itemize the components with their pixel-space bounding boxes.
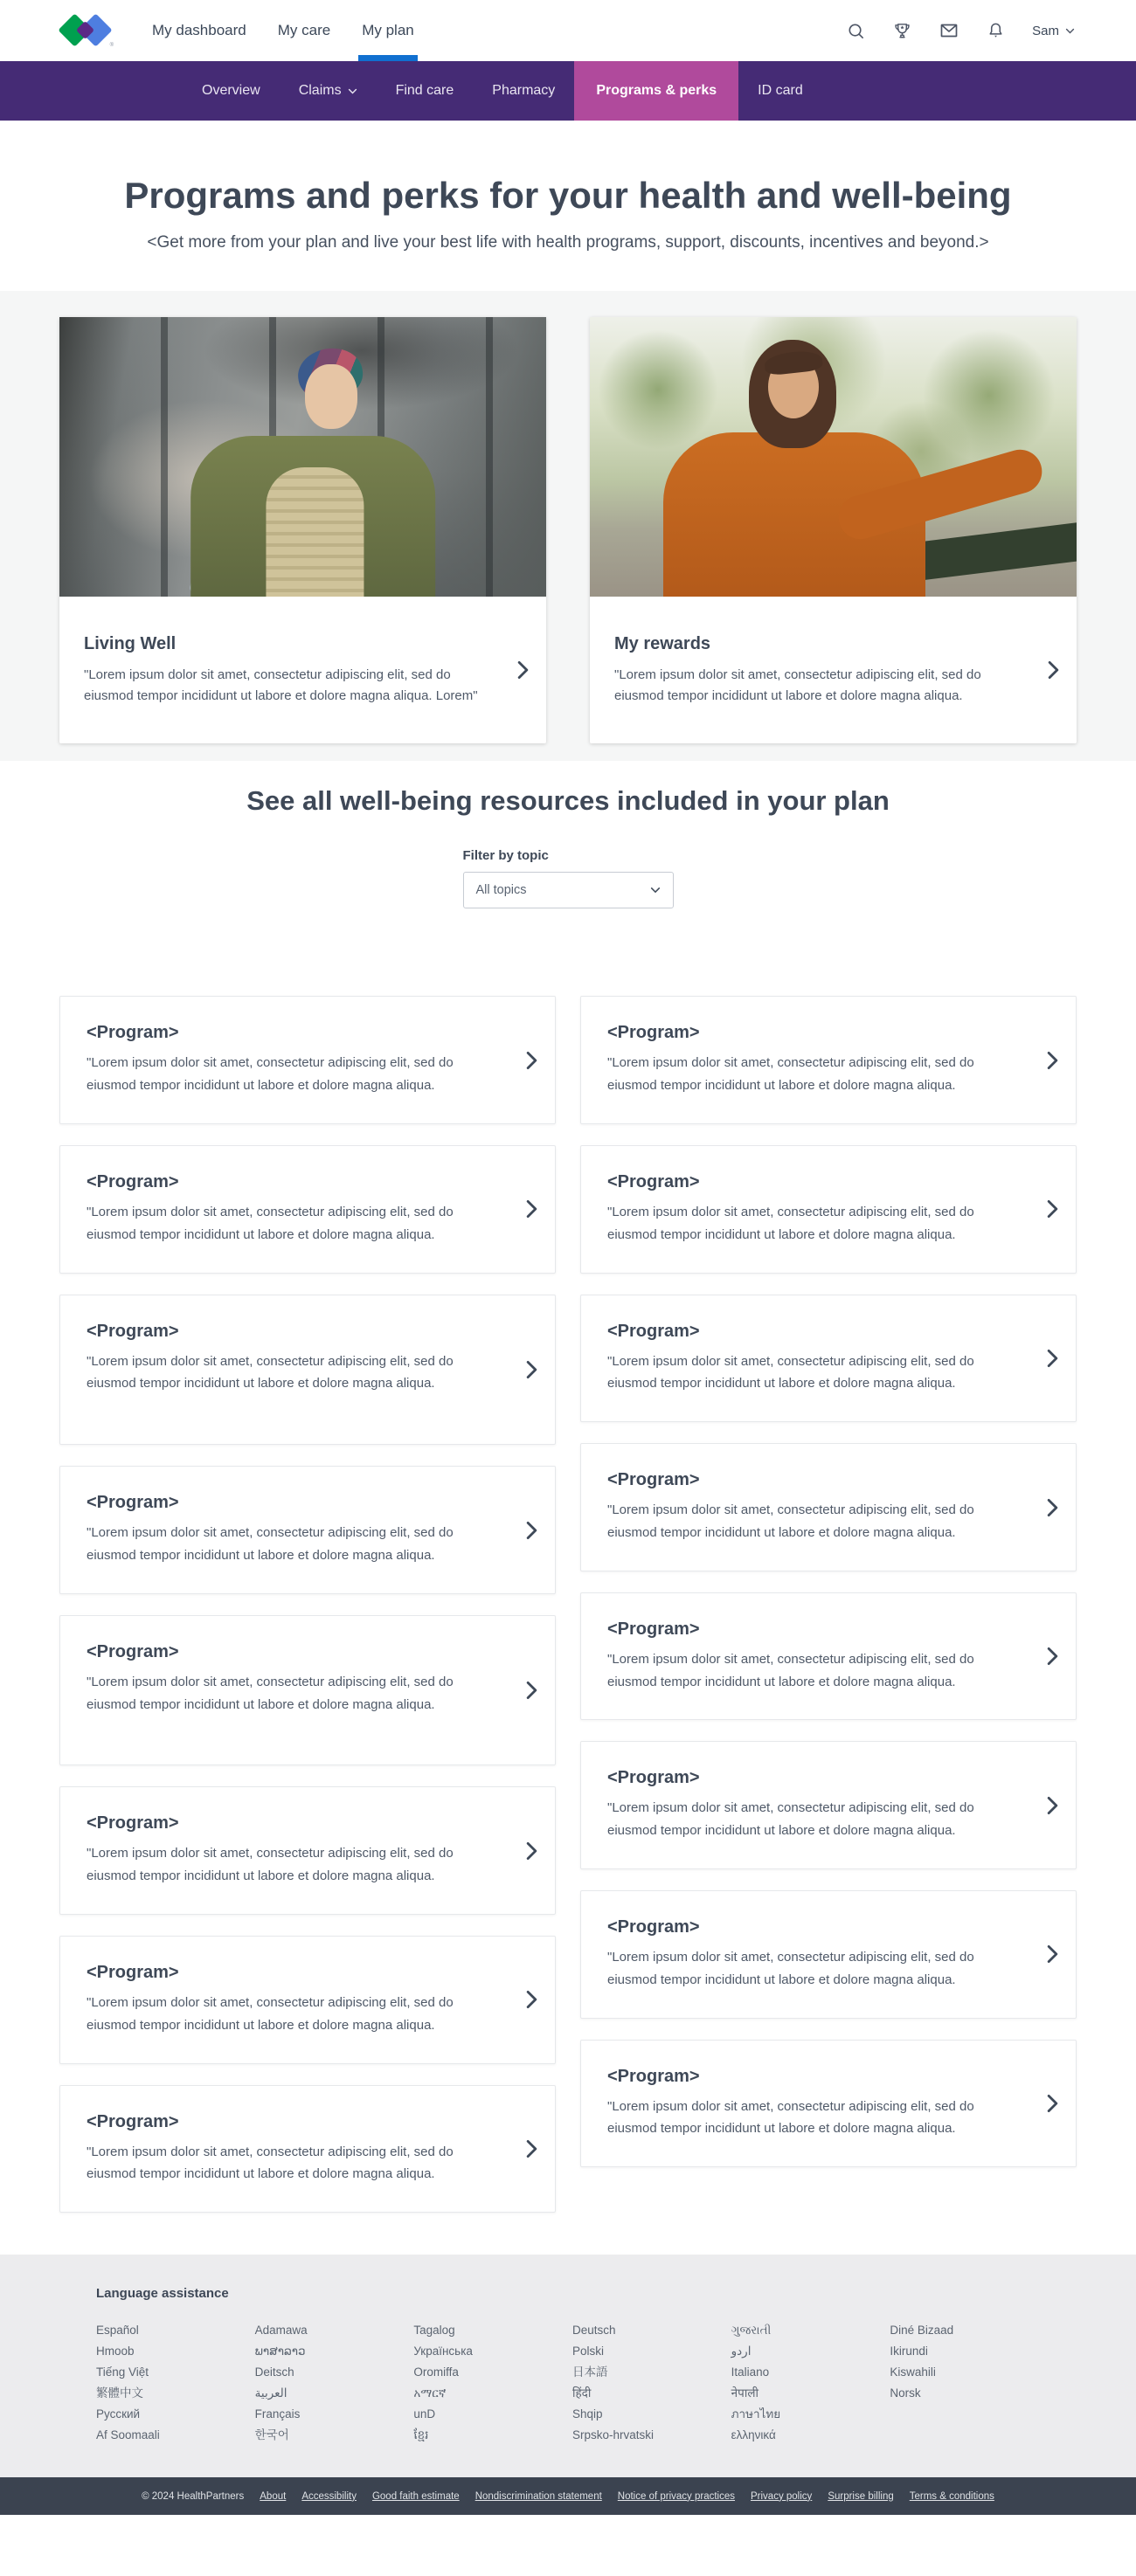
program-card[interactable] — [59, 1145, 556, 1274]
language-link[interactable]: Srpsko-hrvatski — [572, 2428, 655, 2442]
program-card-title: <Program> — [607, 1917, 700, 1937]
program-card-body: "Lorem ipsum dolor sit amet, consectetur adipiscing elit, sed do eiusmod tempor incididunt ut labore et dolore magna aliqua. — [87, 1846, 454, 1884]
program-card-body: "Lorem ipsum dolor sit amet, consectetur adipiscing elit, sed do eiusmod tempor incididunt ut labore et dolore magna aliqua. — [87, 1055, 454, 1094]
program-card[interactable] — [59, 1295, 556, 1446]
program-card-body: "Lorem ipsum dolor sit amet, consectetur adipiscing elit, sed do eiusmod tempor incididunt ut labore et dolore magna aliqua. — [607, 2098, 974, 2137]
program-card-body: "Lorem ipsum dolor sit amet, consectetur adipiscing elit, sed do eiusmod tempor incididunt ut labore et dolore magna aliqua. — [87, 1674, 454, 1712]
subnav-item-claims[interactable] — [280, 61, 377, 121]
language-assistance-section — [0, 2255, 1136, 2477]
plan-subnav — [0, 61, 1136, 121]
program-card-title: <Program> — [87, 1493, 179, 1513]
photo-shape — [305, 364, 357, 429]
program-card-title: <Program> — [87, 1813, 179, 1834]
photo-shape — [266, 467, 364, 597]
program-card[interactable] — [580, 1295, 1077, 1423]
language-link[interactable]: unD — [413, 2407, 436, 2421]
program-card-title: <Program> — [87, 2111, 179, 2131]
language-link[interactable]: Af Soomaali — [96, 2428, 160, 2442]
user-menu[interactable] — [1032, 24, 1075, 38]
program-card-body: "Lorem ipsum dolor sit amet, consectetur adipiscing elit, sed do eiusmod tempor incididunt ut labore et dolore magna aliqua. — [607, 1950, 974, 1987]
footer-link-good-faith-estimate[interactable]: Good faith estimate — [371, 2490, 460, 2502]
program-card-body: "Lorem ipsum dolor sit amet, consectetur adipiscing elit, sed do eiusmod tempor incididunt ut labore et dolore magna aliqua. — [87, 1205, 454, 1242]
language-link[interactable]: Русский — [96, 2407, 141, 2421]
living-well-card[interactable] — [59, 317, 546, 743]
subnav-item-label: Overview — [202, 83, 260, 98]
program-card-body: "Lorem ipsum dolor sit amet, consectetur adipiscing elit, sed do eiusmod tempor incididunt ut labore et dolore magna aliqua. — [87, 1353, 454, 1392]
program-grid-left-column — [59, 996, 556, 2213]
chevron-right-icon[interactable] — [526, 2139, 537, 2158]
hero-card-title: Living Well — [84, 633, 177, 653]
chevron-right-icon[interactable] — [517, 660, 529, 680]
footer — [0, 2477, 1136, 2515]
footer-link-accessibility[interactable]: Accessibility — [301, 2490, 357, 2502]
program-card[interactable] — [59, 2085, 556, 2213]
language-link[interactable]: Shqip — [572, 2407, 603, 2421]
chevron-right-icon[interactable] — [1047, 2094, 1058, 2113]
living-well-photo — [59, 317, 546, 597]
footer-link-about[interactable]: About — [260, 2490, 287, 2502]
chevron-right-icon[interactable] — [1047, 1498, 1058, 1517]
language-link[interactable]: አማርኛ — [413, 2386, 447, 2400]
program-card[interactable] — [580, 1592, 1077, 1721]
program-card[interactable] — [580, 1741, 1077, 1869]
program-card-body: "Lorem ipsum dolor sit amet, consectetur adipiscing elit, sed do eiusmod tempor incididunt ut labore et dolore magna aliqua. — [607, 1205, 974, 1242]
subnav-item-programs-perks[interactable] — [574, 61, 738, 121]
language-link[interactable]: Deutsch — [572, 2324, 616, 2338]
program-card-title: <Program> — [607, 2066, 700, 2086]
language-link[interactable]: Italiano — [731, 2365, 770, 2379]
chevron-right-icon[interactable] — [526, 1199, 537, 1219]
header-actions — [846, 0, 1075, 61]
hero-card-title: My rewards — [614, 633, 711, 653]
program-card-title: <Program> — [87, 1023, 179, 1043]
language-link[interactable]: Español — [96, 2324, 139, 2338]
chevron-down-icon — [1065, 28, 1075, 34]
chevron-right-icon[interactable] — [526, 1360, 537, 1379]
program-grid-right-column — [580, 996, 1077, 2167]
program-card-body: "Lorem ipsum dolor sit amet, consectetur adipiscing elit, sed do eiusmod tempor incididunt ut labore et dolore magna aliqua. — [87, 1525, 454, 1564]
program-card[interactable] — [59, 1615, 556, 1766]
user-name: Sam — [1032, 23, 1059, 38]
language-link[interactable]: Tiếng Việt — [96, 2365, 149, 2379]
chevron-right-icon[interactable] — [1047, 1349, 1058, 1368]
language-link[interactable]: ગુજરાતી — [731, 2324, 772, 2338]
subnav-item-label: Programs & perks — [596, 83, 717, 98]
chevron-right-icon[interactable] — [526, 1521, 537, 1540]
page-subtitle: <Get more from your plan and live your best life with health programs, support, discounts, incentives and beyond.> — [147, 233, 989, 252]
healthpartners-logo[interactable] — [61, 11, 114, 50]
chevron-right-icon[interactable] — [526, 1051, 537, 1070]
logo-registered-mark: ® — [109, 43, 114, 48]
living-well-card-body — [59, 597, 546, 743]
chevron-right-icon[interactable] — [1048, 660, 1059, 680]
chevron-right-icon[interactable] — [526, 1990, 537, 2009]
footer-link-notice-of-privacy-practices[interactable]: Notice of privacy practices — [617, 2490, 735, 2502]
language-link[interactable]: Українська — [413, 2345, 473, 2358]
chevron-right-icon[interactable] — [1047, 1944, 1058, 1964]
footer-links — [260, 2491, 994, 2502]
my-rewards-card[interactable] — [590, 317, 1077, 743]
program-card-body: "Lorem ipsum dolor sit amet, consectetur adipiscing elit, sed do eiusmod tempor incididunt ut labore et dolore magna aliqua. — [87, 2144, 454, 2182]
program-card[interactable] — [59, 1786, 556, 1915]
program-card-title: <Program> — [607, 1023, 700, 1043]
language-link[interactable]: 한국어 — [254, 2428, 289, 2442]
filter-label: Filter by topic — [462, 848, 549, 864]
program-card-title: <Program> — [87, 1963, 179, 1982]
program-card-title: <Program> — [607, 1172, 700, 1192]
footer-link-terms-conditions[interactable]: Terms & conditions — [909, 2490, 994, 2502]
program-card[interactable] — [59, 1936, 556, 2064]
language-assistance-heading: Language assistance — [96, 2286, 229, 2302]
topic-select-value: All topics — [475, 883, 527, 898]
chevron-right-icon[interactable] — [526, 1841, 537, 1861]
language-link[interactable]: Hmoob — [96, 2345, 135, 2358]
language-link[interactable]: Polski — [572, 2345, 605, 2358]
top-header — [0, 0, 1136, 61]
page-title: Programs and perks for your health and well-being — [124, 175, 1012, 216]
program-card[interactable] — [580, 996, 1077, 1124]
program-card[interactable] — [580, 1145, 1077, 1274]
language-column — [572, 2320, 723, 2446]
topic-select[interactable] — [463, 872, 674, 908]
language-link[interactable]: Français — [254, 2407, 301, 2421]
language-link[interactable]: Tagalog — [413, 2324, 455, 2338]
language-link[interactable]: Ikirundi — [890, 2345, 928, 2358]
nav-item-my-plan[interactable]: My plan — [346, 0, 430, 61]
mail-icon[interactable] — [939, 20, 959, 41]
program-card-title: <Program> — [607, 1768, 700, 1788]
language-link[interactable]: ខ្មែរ — [413, 2428, 429, 2442]
chevron-right-icon[interactable] — [1047, 1796, 1058, 1815]
subnav-item-find-care[interactable] — [377, 61, 474, 121]
program-card[interactable] — [59, 1466, 556, 1594]
hero-band — [0, 291, 1136, 761]
language-link[interactable]: ภาษาไทย — [731, 2407, 781, 2421]
my-rewards-card-body — [590, 597, 1077, 743]
program-card-body: "Lorem ipsum dolor sit amet, consectetur adipiscing elit, sed do eiusmod tempor incididunt ut labore et dolore magna aliqua. — [607, 1055, 974, 1094]
filter-by-topic — [463, 848, 674, 908]
program-card-title: <Program> — [87, 1641, 179, 1661]
program-card-body: "Lorem ipsum dolor sit amet, consectetur adipiscing elit, sed do eiusmod tempor incididunt ut labore et dolore magna aliqua. — [87, 1995, 454, 2033]
subnav-item-label: ID card — [758, 83, 803, 98]
subnav-item-label: Claims — [298, 83, 342, 98]
program-card-title: <Program> — [607, 1470, 700, 1490]
program-card-body: "Lorem ipsum dolor sit amet, consectetur adipiscing elit, sed do eiusmod tempor incididunt ut labore et dolore magna aliqua. — [607, 1800, 974, 1839]
language-link[interactable]: Deitsch — [254, 2365, 294, 2379]
program-card-title: <Program> — [607, 1321, 700, 1341]
language-link[interactable]: 繁體中文 — [96, 2386, 143, 2400]
main-nav — [136, 0, 430, 61]
program-card-body: "Lorem ipsum dolor sit amet, consectetur adipiscing elit, sed do eiusmod tempor incididunt ut labore et dolore magna aliqua. — [607, 1651, 974, 1689]
language-link[interactable]: ພາສາລາວ — [254, 2345, 306, 2358]
language-column — [731, 2320, 882, 2446]
language-link[interactable]: Norsk — [890, 2386, 921, 2400]
chevron-down-icon — [348, 88, 357, 94]
program-card[interactable] — [580, 1890, 1077, 2019]
language-link[interactable]: Diné Bizaad — [890, 2324, 954, 2338]
nav-item-my-care[interactable]: My care — [277, 22, 331, 38]
subnav-item-pharmacy[interactable] — [473, 61, 574, 121]
language-column — [413, 2320, 564, 2446]
language-column — [890, 2320, 1040, 2446]
chevron-right-icon[interactable] — [1047, 1051, 1058, 1070]
program-card-title: <Program> — [87, 1321, 179, 1341]
subnav-item-label: Find care — [395, 83, 454, 98]
language-link[interactable]: العربية — [254, 2386, 287, 2400]
language-columns — [96, 2320, 1040, 2446]
search-icon[interactable] — [846, 21, 866, 41]
language-link[interactable]: 日本語 — [572, 2365, 608, 2379]
language-column — [255, 2320, 405, 2446]
program-card[interactable] — [580, 2040, 1077, 2168]
language-link[interactable]: اردو — [731, 2345, 752, 2358]
title-section — [0, 121, 1136, 291]
language-link[interactable]: Kiswahili — [890, 2365, 936, 2379]
footer-link-privacy-policy[interactable]: Privacy policy — [751, 2490, 813, 2502]
language-link[interactable]: Adamawa — [254, 2324, 308, 2338]
program-card-body: "Lorem ipsum dolor sit amet, consectetur adipiscing elit, sed do eiusmod tempor incididunt ut labore et dolore magna aliqua. — [607, 1502, 974, 1541]
subnav-item-id-card[interactable] — [738, 61, 822, 121]
program-card-body: "Lorem ipsum dolor sit amet, consectetur adipiscing elit, sed do eiusmod tempor incididunt ut labore et dolore magna aliqua. — [607, 1353, 974, 1392]
copyright: © 2024 HealthPartners — [142, 2490, 245, 2502]
subnav-item-overview[interactable] — [183, 61, 280, 121]
program-card[interactable] — [580, 1443, 1077, 1571]
footer-link-nondiscrimination-statement[interactable]: Nondiscrimination statement — [474, 2490, 602, 2502]
program-card-title: <Program> — [87, 1172, 179, 1192]
language-link[interactable]: Oromiffa — [413, 2365, 459, 2379]
program-grid — [59, 996, 1077, 2213]
hero-cards — [59, 317, 1077, 743]
hero-card-text: "Lorem ipsum dolor sit amet, consectetur adipiscing elit, sed do eiusmod tempor incididunt ut labore et dolore magna aliqua. — [614, 666, 981, 703]
resources-section — [0, 785, 1136, 2213]
program-card-title: <Program> — [607, 1619, 700, 1639]
language-link[interactable]: नेपाली — [731, 2386, 758, 2400]
language-link[interactable]: ελληνικά — [731, 2428, 776, 2442]
subnav-item-label: Pharmacy — [492, 83, 556, 98]
hero-card-text: "Lorem ipsum dolor sit amet, consectetur adipiscing elit, sed do eiusmod tempor incididunt ut labore et dolore magna aliqua. Lorem" — [84, 666, 478, 703]
chevron-right-icon[interactable] — [1047, 1647, 1058, 1666]
trophy-icon[interactable] — [892, 21, 912, 41]
bell-icon[interactable] — [986, 21, 1006, 41]
nav-item-my-dashboard[interactable]: My dashboard — [152, 22, 246, 38]
language-link[interactable]: हिंदी — [572, 2386, 592, 2400]
footer-link-surprise-billing[interactable]: Surprise billing — [828, 2490, 894, 2502]
program-card[interactable] — [59, 996, 556, 1124]
chevron-right-icon[interactable] — [1047, 1199, 1058, 1219]
my-rewards-photo — [590, 317, 1077, 597]
resources-heading: See all well-being resources included in your plan — [246, 785, 890, 817]
language-column — [96, 2320, 246, 2446]
chevron-right-icon[interactable] — [526, 1681, 537, 1700]
chevron-down-icon — [650, 887, 661, 894]
